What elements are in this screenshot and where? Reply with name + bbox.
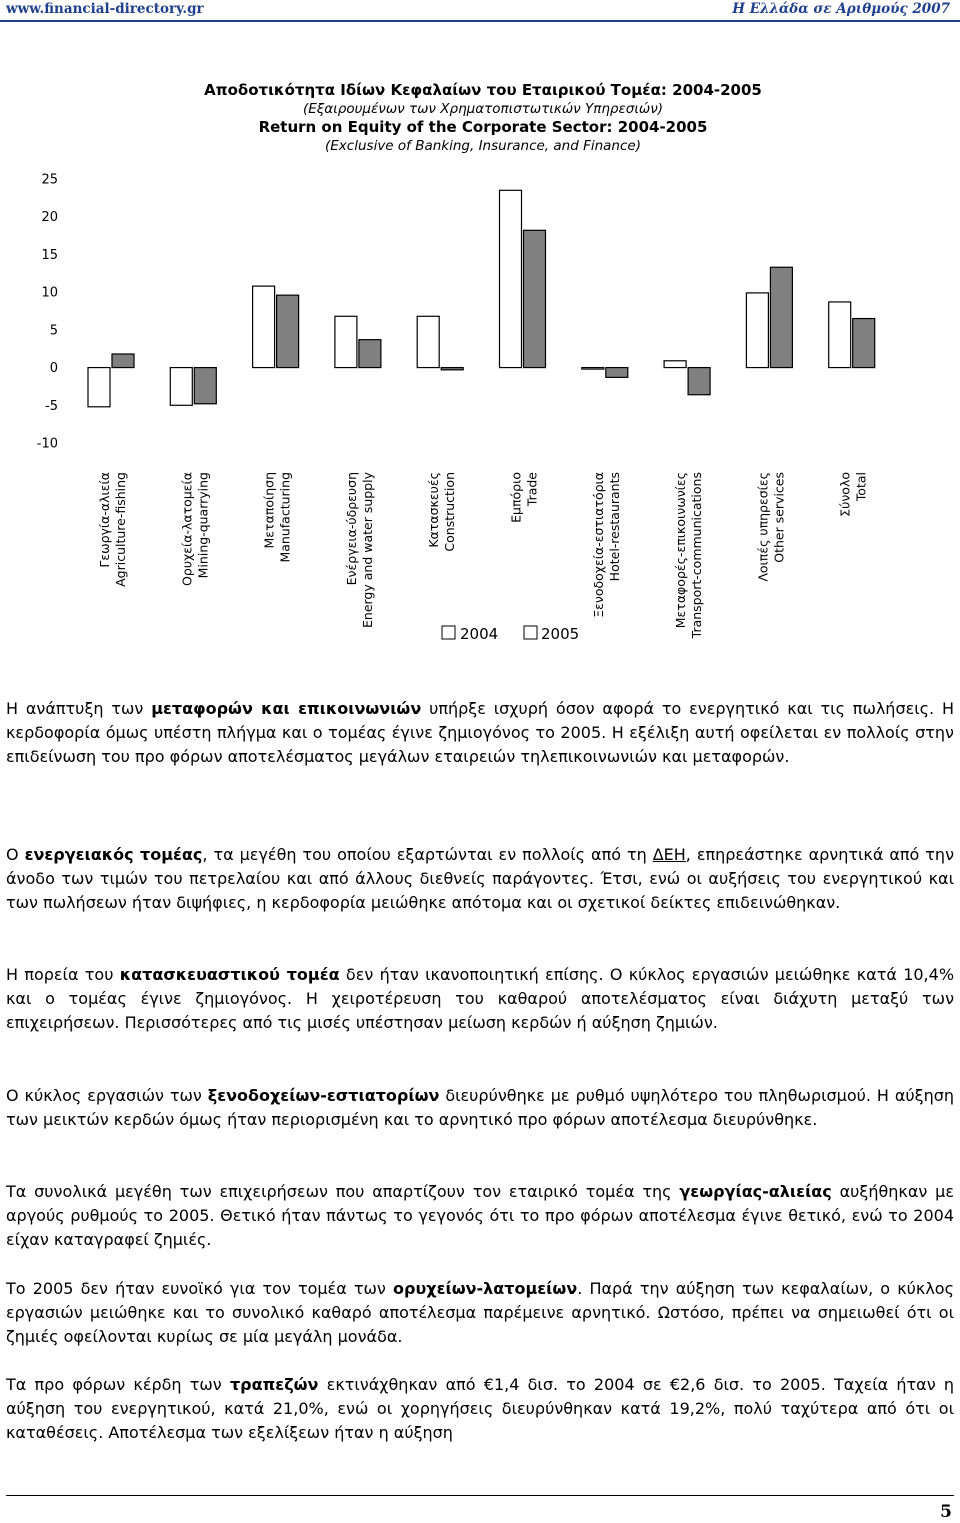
text-run: Η πορεία του — [6, 965, 120, 984]
bar-2005-3 — [277, 295, 299, 367]
bold-text-run: κατασκευαστικού τομέα — [119, 965, 340, 984]
chart-subtitle-en: (Exclusive of Banking, Insurance, and Finance) — [325, 138, 641, 154]
y-tick-label: -5 — [45, 398, 58, 414]
text-run: Ο — [6, 845, 25, 864]
category-label-group — [755, 472, 786, 582]
text-run: εκτινάχθηκαν από €1,4 δισ. το 2004 σε €2,6 δισ. το 2005. Ταχεία ήταν η αύξηση του ενεργητικού, κατά 21,0%, ενώ οι χορηγήσεις διευρύνθηκαν κατά 19,2%, πολύ ταχύτερα από ότι οι καταθέσεις. Αποτέλεσμα των εξελίξεων ήταν η αύξηση — [6, 1375, 955, 1443]
text-run: υπήρξε ισχυρή όσον αφορά το ενεργητικό και τις πωλήσεις. Η κερδοφορία όμως υπέστη πλήγμα και ο τομέας έγινε ζημιογόνος το 2005. Η εξέλιξη αυτή οφείλεται εν πολλοίς στην επιδείνωση του προ φόρων αποτελέσματος μεγάλων εταιρειών τηλεπικοινωνιών και μεταφορών. — [6, 699, 955, 767]
category-label-group — [344, 471, 375, 628]
category-label-group — [591, 472, 622, 618]
y-tick-label: 20 — [41, 210, 58, 226]
paragraph — [6, 1180, 954, 1253]
category-label-en: Construction — [442, 472, 458, 552]
publication-title: Η Ελλάδα σε Αριθμούς 2007 — [732, 1, 950, 17]
category-label-en: Trade — [524, 472, 540, 507]
y-axis — [37, 173, 58, 452]
chart-subtitle: (Εξαιρουμένων των Χρηματοπιστωτικών Υπηρεσιών) — [302, 101, 664, 117]
bar-2005-10 — [853, 319, 875, 368]
category-label-group — [838, 472, 869, 517]
bar-2005-1 — [112, 354, 134, 368]
text-run: διευρύνθηκε με ρυθμό υψηλότερο του πληθωρισμού. Η αύξηση των μεικτών κερδών όμως ήταν περιορισμένη και το αρνητικό προ φόρων αποτέλεσμα διευρύνθηκε. — [6, 1086, 955, 1130]
category-label-en: Hotel-restaurants — [606, 472, 622, 582]
paragraph — [6, 1373, 954, 1446]
bar-2005-8 — [688, 368, 710, 395]
bar-2004-10 — [829, 302, 851, 368]
category-label-gr: Γεωργία-αλιεία — [97, 472, 112, 568]
category-label-gr: Μεταφορές-επικοινωνίες — [673, 472, 689, 629]
y-tick-label: 15 — [41, 247, 58, 263]
category-label-en: Agriculture-fishing — [113, 472, 128, 587]
page-number: 5 — [940, 1502, 952, 1522]
bar-2004-6 — [500, 190, 522, 367]
x-axis-labels — [97, 471, 869, 639]
category-label-group — [97, 472, 128, 587]
text-run: . Παρά την αύξηση των κεφαλαίων, ο κύκλος εργασιών μειώθηκε και το συνολικό καθαρό αποτέλεσμα παρέμεινε αρνητικό. Ωστόσο, πρέπει να σημειωθεί ότι οι ζημιές οφείλονται κυρίως σε μία μεγάλη μονάδα. — [6, 1279, 954, 1347]
chart-titles — [204, 81, 762, 154]
category-label-group — [426, 472, 457, 552]
roe-bar-chart — [0, 60, 960, 660]
y-tick-label: -10 — [36, 436, 58, 452]
bar-2004-4 — [335, 316, 357, 367]
text-run: Η ανάπτυξη των — [6, 699, 152, 718]
bars — [88, 190, 875, 406]
category-label-gr: Λοιπές υπηρεσίες — [755, 472, 771, 582]
bar-2004-9 — [746, 293, 768, 368]
y-tick-label: 10 — [41, 285, 58, 301]
text-run: Ο κύκλος εργασιών των — [6, 1086, 208, 1105]
bar-2005-4 — [359, 340, 381, 368]
bar-2005-7 — [606, 368, 628, 378]
bar-2005-5 — [441, 368, 463, 370]
bar-2005-6 — [524, 230, 546, 367]
category-label-gr: Κατασκευές — [426, 472, 442, 548]
bar-2004-5 — [417, 316, 439, 367]
category-label-group — [262, 472, 293, 563]
text-run: , τα μεγέθη του οποίου εξαρτώνται εν πολλοίς από τη — [202, 845, 653, 864]
text-run: Το 2005 δεν ήταν ευνοϊκό για τον τομέα των — [6, 1279, 394, 1298]
paragraph — [6, 1277, 954, 1350]
site-url: www.financial-directory.gr — [6, 1, 204, 17]
category-label-gr: Μεταποίηση — [261, 472, 277, 549]
bar-2004-2 — [170, 368, 192, 406]
text-run: Τα συνολικά μεγέθη των επιχειρήσεων που απαρτίζουν τον εταιρικό τομέα της — [6, 1182, 680, 1201]
chart-title-en: Return on Equity of the Corporate Sector: 2004-2005 — [258, 118, 708, 136]
y-tick-label: 25 — [41, 172, 58, 188]
bold-text-run: ξενοδοχείων-εστιατορίων — [207, 1086, 440, 1105]
category-label-en: Total — [853, 472, 869, 502]
category-label-group — [509, 472, 540, 523]
category-label-en: Manufacturing — [277, 472, 293, 563]
category-label-gr: Εμπόριο — [508, 472, 524, 523]
legend-swatch-2004 — [442, 626, 455, 639]
legend-label-2005: 2005 — [541, 625, 580, 643]
category-label-group — [179, 472, 210, 586]
category-label-gr: Ξενοδοχεία-εστιατόρια — [590, 472, 606, 618]
bar-2005-9 — [770, 267, 792, 367]
paragraph — [6, 843, 954, 916]
category-label-en: Energy and water supply — [359, 472, 375, 628]
text-run: αυξήθηκαν με αργούς ρυθμούς το 2005. Θετικό ήταν πάντως το γεγονός ότι το προ φόρων αποτέλεσμα έγινε θετικό, ενώ το 2004 είχαν καταγραφεί ζημιές. — [6, 1182, 954, 1250]
text-run: , επηρεάστηκε αρνητικά από την άνοδο των τιμών του πετρελαίου και από άλλους διεθνείς παράγοντες. Έτσι, ενώ οι αυξήσεις του ενεργητικού και των πωλήσεων ήταν διψήφιες, η κερδοφορία μειώθηκε απότομα και οι σχετικοί δείκτες επιδεινώθηκαν. — [6, 845, 954, 913]
bold-text-run: γεωργίας-αλιείας — [679, 1182, 832, 1201]
bold-text-run: ενεργειακός τομέας — [24, 845, 203, 864]
category-label-en: Transport-communications — [689, 472, 705, 639]
paragraph — [6, 1084, 954, 1132]
category-label-gr: Σύνολο — [837, 472, 853, 517]
bold-text-run: μεταφορών και επικοινωνιών — [151, 699, 422, 718]
bold-text-run: ορυχείων-λατομείων — [393, 1279, 578, 1298]
bold-text-run: τραπεζών — [229, 1375, 319, 1394]
category-label-gr: Ορυχεία-λατομεία — [179, 472, 195, 586]
page-header — [0, 0, 960, 20]
bar-2004-8 — [664, 361, 686, 368]
footer-rule — [6, 1495, 954, 1496]
bar-2004-3 — [253, 286, 275, 367]
category-label-gr: Ενέργεια-ύδρευση — [343, 472, 359, 586]
header-rule — [0, 20, 960, 22]
y-tick-label: 5 — [49, 323, 58, 339]
text-run: δεν ήταν ικανοποιητική επίσης. Ο κύκλος εργασιών μειώθηκε κατά 10,4% και ο τομέας έγινε ζημιογόνος. Η χειροτέρευση του καθαρού αποτελέσματος είναι διάχυτη μεταξύ των επιχειρήσεων. Περισσότερες από τις μισές υπέστησαν μείωση κερδών ή αύξηση ζημιών. — [6, 965, 955, 1033]
chart-title: Αποδοτικότητα Ιδίων Κεφαλαίων του Εταιρικού Τομέα: 2004-2005 — [204, 81, 762, 99]
category-label-en: Other services — [771, 472, 787, 563]
category-label-en: Mining-quarrying — [195, 472, 211, 579]
category-label-group — [673, 472, 704, 639]
y-tick-label: 0 — [49, 361, 58, 377]
legend-swatch-2005 — [524, 626, 537, 639]
bar-2005-2 — [194, 368, 216, 404]
legend — [442, 625, 579, 643]
text-run: Τα προ φόρων κέρδη των — [6, 1375, 230, 1394]
paragraph — [6, 697, 954, 770]
bar-2004-1 — [88, 368, 110, 407]
paragraph — [6, 963, 954, 1036]
legend-label-2004: 2004 — [460, 625, 499, 643]
bar-2004-7 — [582, 368, 604, 370]
text-run: ΔΕΗ — [652, 845, 686, 864]
